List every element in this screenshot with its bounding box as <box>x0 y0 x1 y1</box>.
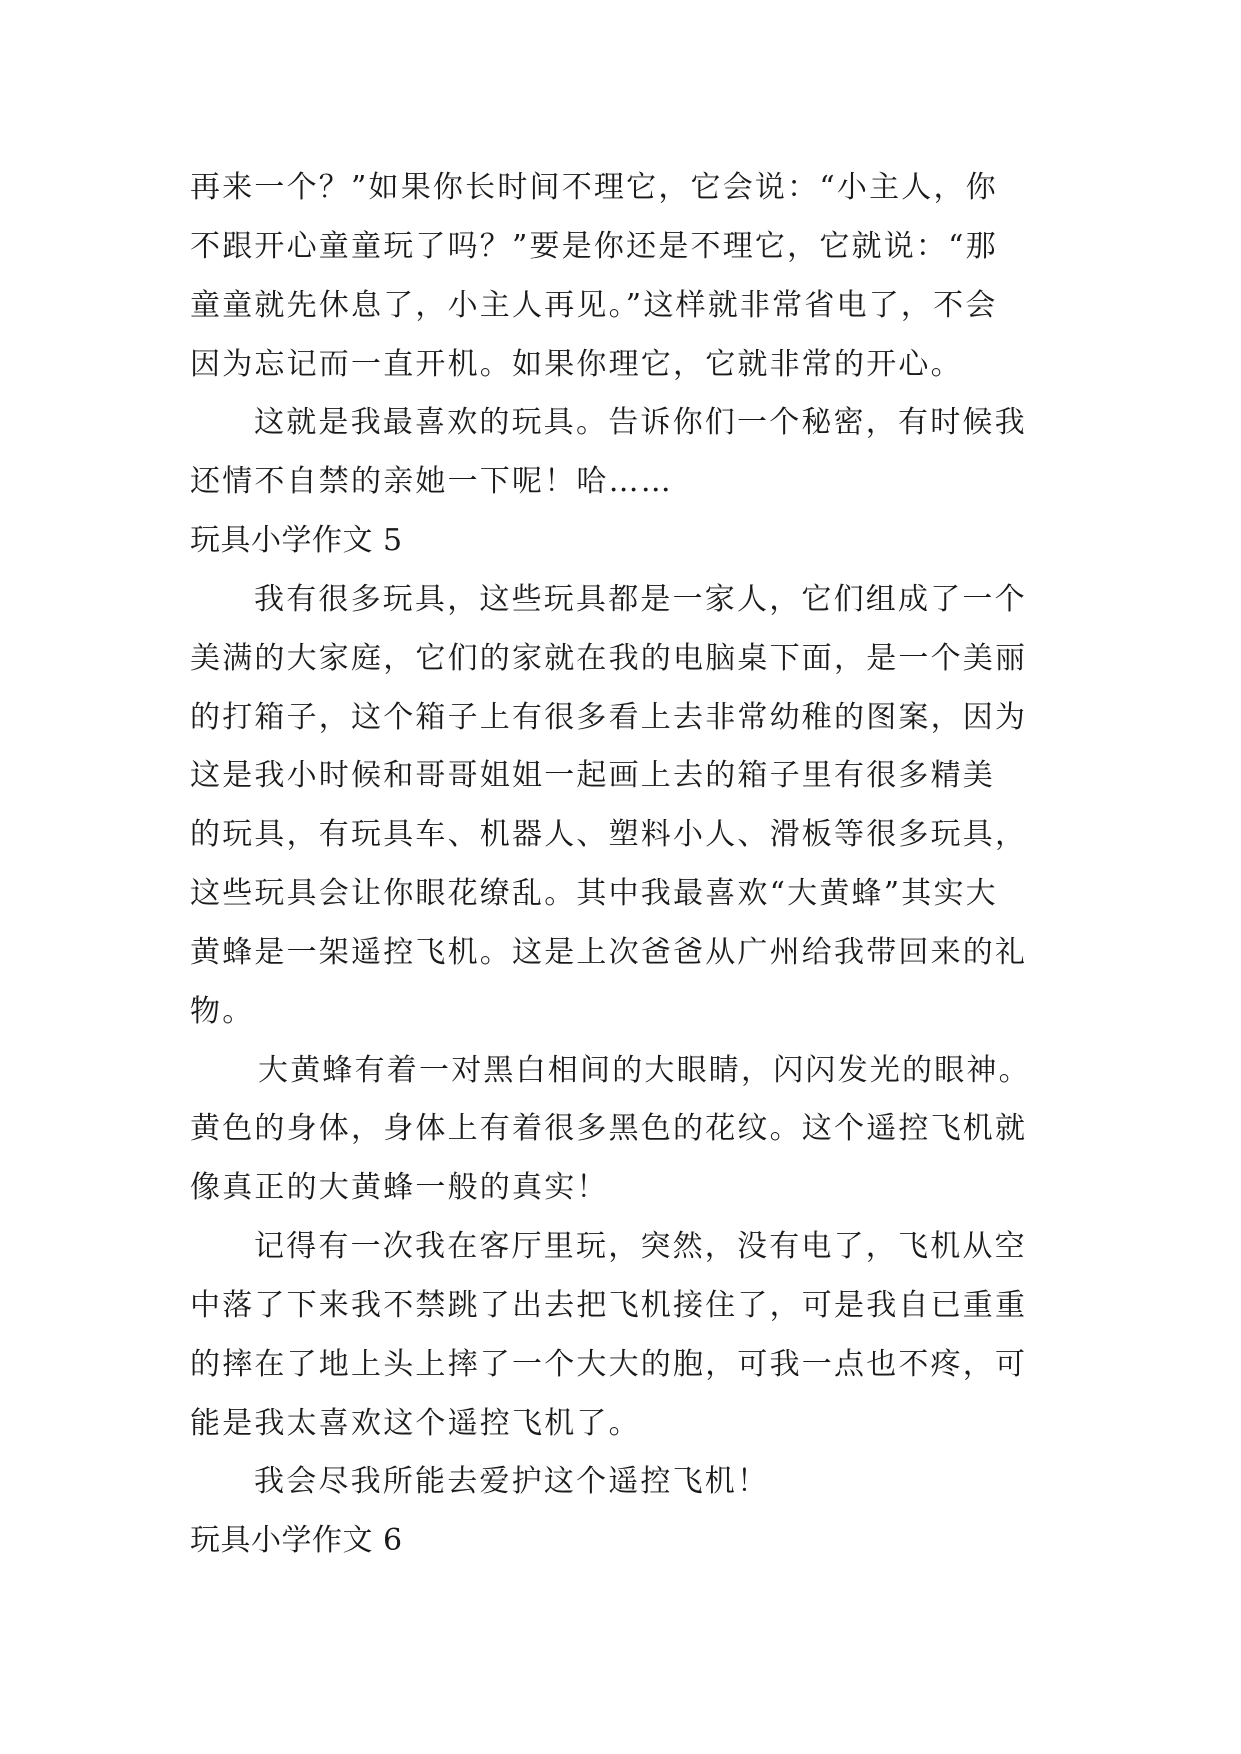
text-line: 这些玩具会让你眼花缭乱。其中我最喜欢“大黄蜂”其实大 <box>190 876 998 911</box>
text-line: 物。 <box>190 994 255 1029</box>
text-line: 再来一个？”如果你长时间不理它，它会说：“小主人，你 <box>190 170 998 205</box>
text-line: 因为忘记而一直开机。如果你理它，它就非常的开心。 <box>190 347 963 382</box>
text-line: 这是我小时候和哥哥姐姐一起画上去的箱子里有很多精美 <box>190 758 995 793</box>
text-line: 童童就先休息了，小主人再见。”这样就非常省电了，不会 <box>190 288 998 323</box>
text-line: 能是我太喜欢这个遥控飞机了。 <box>190 1406 641 1441</box>
text-line: 还情不自禁的亲她一下呢！哈…… <box>190 464 673 499</box>
text-line: 的摔在了地上头上摔了一个大大的胞，可我一点也不疼，可 <box>190 1347 1028 1382</box>
text-line: 不跟开心童童玩了吗？”要是你还是不理它，它就说：“那 <box>190 229 998 264</box>
text-line: 的打箱子，这个箱子上有很多看上去非常幼稚的图案，因为 <box>190 700 1028 735</box>
text-line: 这就是我最喜欢的玩具。告诉你们一个秘密，有时候我 <box>254 405 1027 440</box>
text-line: 美满的大家庭，它们的家就在我的电脑桌下面，是一个美丽 <box>190 641 1028 676</box>
text-line: 的玩具，有玩具车、机器人、塑料小人、滑板等很多玩具， <box>190 817 1028 852</box>
text-line: 大黄蜂有着一对黑白相间的大眼睛，闪闪发光的眼神。 <box>258 1053 1031 1088</box>
text-line: 记得有一次我在客厅里玩，突然，没有电了，飞机从空 <box>254 1229 1027 1264</box>
text-line: 我有很多玩具，这些玩具都是一家人，它们组成了一个 <box>254 582 1027 617</box>
text-line: 像真正的大黄蜂一般的真实！ <box>190 1170 609 1205</box>
text-line: 我会尽我所能去爱护这个遥控飞机！ <box>254 1464 770 1499</box>
text-line: 黄蜂是一架遥控飞机。这是上次爸爸从广州给我带回来的礼 <box>190 935 1028 970</box>
text-line: 中落了下来我不禁跳了出去把飞机接住了，可是我自已重重 <box>190 1288 1028 1323</box>
section-heading: 玩具小学作文 6 <box>190 1523 403 1558</box>
text-line: 黄色的身体，身体上有着很多黑色的花纹。这个遥控飞机就 <box>190 1111 1028 1146</box>
section-heading: 玩具小学作文 5 <box>190 523 403 558</box>
